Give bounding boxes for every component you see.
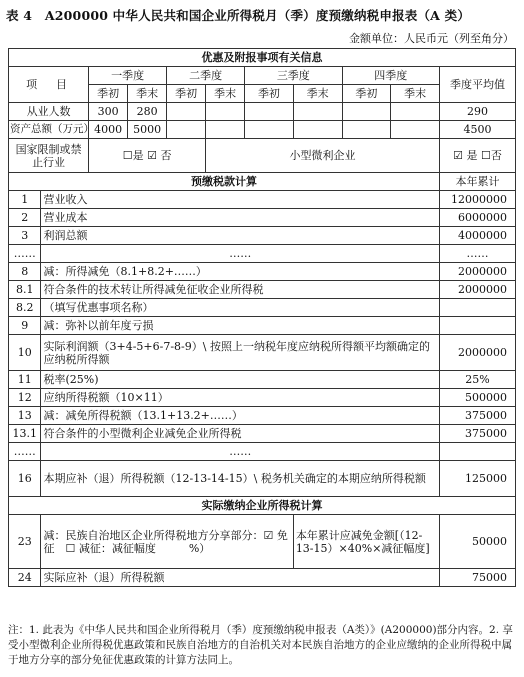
table-row — [9, 139, 516, 173]
item-header: 项 目 — [9, 67, 89, 103]
row-number: 10 — [9, 335, 41, 371]
row-value: 2000000 — [440, 263, 516, 281]
table-row — [9, 299, 516, 317]
page-title: 表 4 A200000 中华人民共和国企业所得税月（季）度预缴纳税申报表（A 类） — [6, 8, 471, 23]
row-number: 1 — [9, 191, 41, 209]
table-row — [9, 371, 516, 389]
quarter-1-header: 一季度 — [89, 67, 167, 85]
table-row — [9, 461, 516, 497]
row-number: …… — [9, 245, 41, 263]
section-header-prepayment: 预缴税款计算 — [9, 173, 440, 191]
row-value: 6000000 — [440, 209, 516, 227]
annual-total-header: 本年累计 — [440, 173, 516, 191]
row-label: 本期应补（退）所得税额（12-13-14-15）\ 税务机关确定的本期应纳所得税额 — [41, 461, 440, 497]
row-value: 12000000 — [440, 191, 516, 209]
row-number: 2 — [9, 209, 41, 227]
row-value: 125000 — [440, 461, 516, 497]
q4-start-header: 季初 — [342, 85, 391, 103]
annual-reduction-formula: 本年累计应减免金额[（12-13-15）×40%×减征幅度] — [293, 515, 439, 569]
quarter-4-header: 四季度 — [342, 67, 439, 85]
row-label: …… — [41, 443, 440, 461]
row-number: 11 — [9, 371, 41, 389]
assets-average: 4500 — [440, 121, 516, 139]
table-row — [9, 209, 516, 227]
row-number: 8.1 — [9, 281, 41, 299]
row-value: 75000 — [440, 569, 516, 587]
table-row — [9, 317, 516, 335]
row-label: （填写优惠事项名称） — [41, 299, 440, 317]
table-row — [9, 191, 516, 209]
small-enterprise-label: 小型微利企业 — [206, 139, 440, 173]
table-row — [9, 335, 516, 371]
q2-end-header: 季末 — [206, 85, 245, 103]
small-enterprise-checkbox[interactable]: ☑ 是 ☐否 — [440, 139, 516, 173]
assets-q1-end: 5000 — [128, 121, 167, 139]
table-row — [9, 569, 516, 587]
row-label: 实际应补（退）所得税额 — [41, 569, 440, 587]
row-value: 50000 — [440, 515, 516, 569]
currency-unit: 金额单位：人民币元（列至角分） — [349, 32, 514, 45]
ethnic-autonomy-reduction[interactable]: 减：民族自治地区企业所得税地方分享部分：☑ 免征 ☐ 减征：减征幅度 %） — [41, 515, 293, 569]
assets-q1-start: 4000 — [89, 121, 128, 139]
employees-average: 290 — [440, 103, 516, 121]
row-number: 8 — [9, 263, 41, 281]
row-value — [440, 317, 516, 335]
row-number: 8.2 — [9, 299, 41, 317]
row-label: 应纳所得税额（10×11） — [41, 389, 440, 407]
row-value — [440, 443, 516, 461]
table-row — [9, 281, 516, 299]
row-number: 16 — [9, 461, 41, 497]
quarter-3-header: 三季度 — [245, 67, 342, 85]
table-row — [9, 121, 516, 139]
row-number: 9 — [9, 317, 41, 335]
row-label: 营业成本 — [41, 209, 440, 227]
row-label: 减：所得减免（8.1+8.2+……） — [41, 263, 440, 281]
table-row — [9, 389, 516, 407]
quarter-average-header: 季度平均值 — [440, 67, 516, 103]
section-header-preferential: 优惠及附报事项有关信息 — [9, 49, 516, 67]
employees-q1-end: 280 — [128, 103, 167, 121]
row-label: 利润总额 — [41, 227, 440, 245]
row-label: 税率(25%) — [41, 371, 440, 389]
row-label: …… — [41, 245, 440, 263]
table-row — [9, 443, 516, 461]
row-number: …… — [9, 443, 41, 461]
q2-start-header: 季初 — [167, 85, 206, 103]
q1-end-header: 季末 — [128, 85, 167, 103]
table-row — [9, 103, 516, 121]
footnote: 注：1. 此表为《中华人民共和国企业所得税月（季）度预缴纳税申报表（A类）》(A200000)部分内容。2. 享受小型微利企业所得税优惠政策和民族自治地方的自治机关对本民族自治地方的企业应缴纳的企业所得税中属于地方分享的部分免征优惠政策的计算方法同上。 — [8, 624, 513, 666]
tax-form-table — [8, 48, 516, 587]
row-value: 500000 — [440, 389, 516, 407]
row-number: 23 — [9, 515, 41, 569]
row-value — [440, 299, 516, 317]
row-value: 375000 — [440, 407, 516, 425]
assets-label: 资产总额（万元） — [9, 121, 89, 139]
restricted-industry-label: 国家限制或禁止行业 — [9, 139, 89, 173]
section-header-actual-tax: 实际缴纳企业所得税计算 — [9, 497, 516, 515]
row-number: 13.1 — [9, 425, 41, 443]
row-number: 12 — [9, 389, 41, 407]
table-row — [9, 407, 516, 425]
restricted-industry-checkbox[interactable]: ☐是 ☑ 否 — [89, 139, 206, 173]
table-row — [9, 515, 516, 569]
row-value: …… — [440, 245, 516, 263]
table-row — [9, 425, 516, 443]
row-value: 375000 — [440, 425, 516, 443]
row-number: 24 — [9, 569, 41, 587]
table-row — [9, 227, 516, 245]
row-label: 实际利润额（3+4-5+6-7-8-9）\ 按照上一纳税年度应纳税所得额平均额确定的应纳税所得额 — [41, 335, 440, 371]
table-row — [9, 263, 516, 281]
employees-label: 从业人数 — [9, 103, 89, 121]
row-value: 2000000 — [440, 335, 516, 371]
row-value: 4000000 — [440, 227, 516, 245]
row-label: 符合条件的技术转让所得减免征收企业所得税 — [41, 281, 440, 299]
q4-end-header: 季末 — [391, 85, 440, 103]
row-label: 减：弥补以前年度亏损 — [41, 317, 440, 335]
q3-start-header: 季初 — [245, 85, 294, 103]
row-label: 减：减免所得税额（13.1+13.2+……） — [41, 407, 440, 425]
quarter-2-header: 二季度 — [167, 67, 245, 85]
q1-start-header: 季初 — [89, 85, 128, 103]
row-value: 2000000 — [440, 281, 516, 299]
row-label: 营业收入 — [41, 191, 440, 209]
table-row — [9, 245, 516, 263]
row-number: 13 — [9, 407, 41, 425]
q3-end-header: 季末 — [293, 85, 342, 103]
row-label: 符合条件的小型微利企业减免企业所得税 — [41, 425, 440, 443]
row-number: 3 — [9, 227, 41, 245]
row-value: 25% — [440, 371, 516, 389]
employees-q1-start: 300 — [89, 103, 128, 121]
